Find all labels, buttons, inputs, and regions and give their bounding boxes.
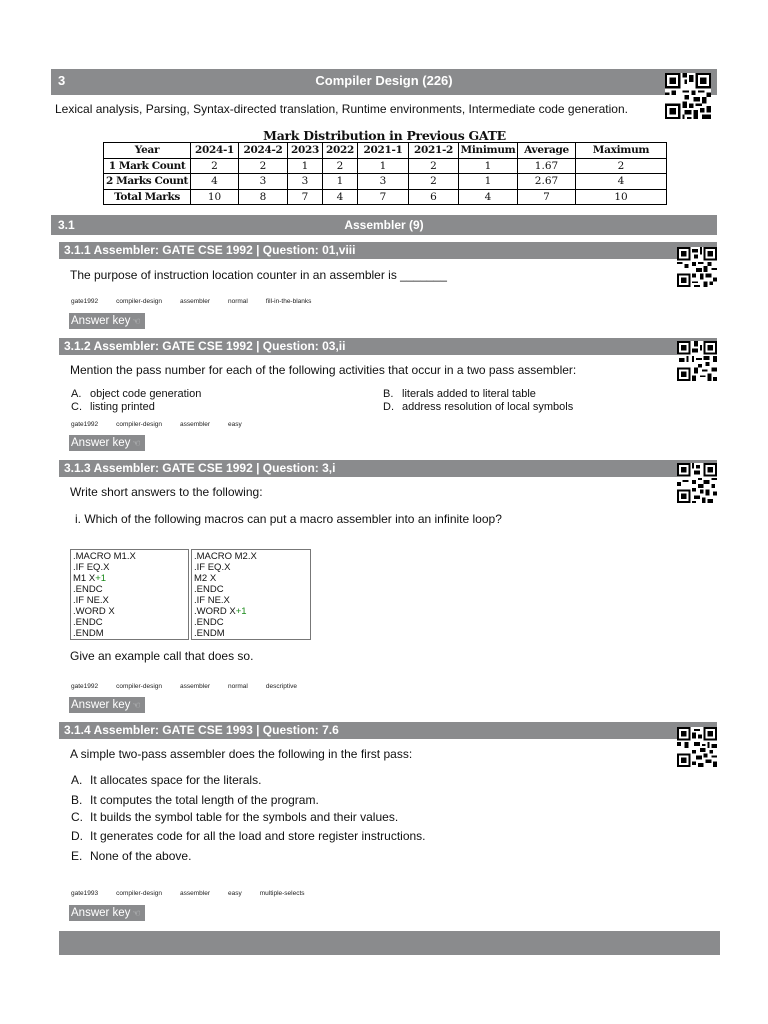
table-cell: Total Marks [104, 189, 191, 205]
code-line: .ENDC [194, 617, 224, 628]
option-item [71, 829, 426, 843]
answer-key-button[interactable] [69, 435, 145, 451]
table-header: 2024-2 [239, 143, 288, 159]
option-text: literals added to literal table [402, 388, 536, 400]
table-cell: 1 [288, 158, 323, 174]
table-cell: 3 [358, 174, 409, 190]
table-cell: 2 [323, 158, 358, 174]
tag[interactable]: normal [228, 298, 248, 305]
code-line: .MACRO M2.X [194, 551, 257, 562]
option-label: C. [71, 810, 83, 824]
option-item [71, 388, 201, 400]
tag[interactable]: gate1992 [71, 683, 99, 690]
option-item [71, 401, 155, 413]
table-cell: 7 [288, 189, 323, 205]
table-cell: 2 [576, 158, 667, 174]
question-header: 3.1.1 Assembler: GATE CSE 1992 | Question: 01,viii [59, 242, 717, 259]
question-header: 3.1.2 Assembler: GATE CSE 1992 | Question: 03,ii [59, 338, 717, 355]
table-cell: 4 [459, 189, 518, 205]
code-line: M2 X [194, 573, 217, 584]
option-text: It generates code for all the load and store register instructions. [90, 829, 426, 843]
option-text: It builds the symbol table for the symbols and their values. [90, 810, 399, 824]
tag[interactable]: assembler [180, 890, 210, 897]
code-line: .ENDM [194, 628, 225, 639]
option-label: A. [71, 388, 82, 400]
table-cell: 1 Mark Count [104, 158, 191, 174]
tag[interactable]: compiler-design [116, 421, 163, 428]
table-header: 2024-1 [191, 143, 239, 159]
code-line: .IF NE.X [194, 595, 230, 606]
qr-code-icon[interactable] [677, 247, 717, 287]
tag[interactable]: gate1992 [71, 421, 99, 428]
tag[interactable]: easy [228, 421, 242, 428]
table-cell: 2 [409, 174, 459, 190]
table-cell: 2.67 [518, 174, 576, 190]
option-item [383, 401, 573, 413]
option-text: It computes the total length of the program. [90, 793, 319, 807]
mark-distribution-table [103, 142, 667, 205]
code-token: +1 [235, 606, 247, 617]
sub-question-text: i. Which of the following macros can put a macro assembler into an infinite loop? [75, 512, 502, 526]
macro-m2-code [191, 549, 311, 640]
table-cell: 1 [459, 174, 518, 190]
table-row [104, 174, 667, 190]
distribution-title: Mark Distribution in Previous GATE [263, 128, 506, 143]
option-label: A. [71, 773, 83, 787]
table-cell: 1.67 [518, 158, 576, 174]
option-item [71, 849, 191, 863]
table-cell: 4 [576, 174, 667, 190]
pointing-hand-icon: ☜ [132, 438, 141, 448]
code-line: .ENDC [73, 584, 103, 595]
table-header: Average [518, 143, 576, 159]
question-text: Give an example call that does so. [70, 649, 254, 663]
question-text: Write short answers to the following: [70, 485, 263, 499]
option-text: It allocates space for the literals. [90, 773, 262, 787]
answer-key-button[interactable] [69, 905, 145, 921]
chapter-topics: Lexical analysis, Parsing, Syntax-directed translation, Runtime environments, Intermediate code generation. [55, 102, 628, 116]
tag-list [71, 421, 260, 428]
macro-m1-code [70, 549, 189, 640]
table-row [104, 189, 667, 205]
question-text: The purpose of instruction location counter in an assembler is _______ [70, 268, 447, 282]
tag[interactable]: descriptive [265, 683, 297, 690]
question-text: Mention the pass number for each of the following activities that occur in a two pass assembler: [70, 363, 577, 377]
table-cell: 8 [239, 189, 288, 205]
option-item [383, 388, 536, 400]
answer-key-label: Answer key [71, 907, 131, 919]
tag[interactable]: compiler-design [116, 890, 163, 897]
answer-key-button[interactable] [69, 313, 145, 329]
tag-list [71, 890, 323, 897]
option-item [71, 793, 319, 807]
table-cell: 3 [239, 174, 288, 190]
table-header: 2022 [323, 143, 358, 159]
table-cell: 6 [409, 189, 459, 205]
answer-key-label: Answer key [71, 699, 131, 711]
answer-key-label: Answer key [71, 315, 131, 327]
pointing-hand-icon: ☜ [132, 316, 141, 326]
table-header: 2021-1 [358, 143, 409, 159]
table-header: Year [104, 143, 191, 159]
tag[interactable]: assembler [180, 298, 210, 305]
table-cell: 1 [459, 158, 518, 174]
table-header-row [104, 143, 667, 159]
section-header [51, 215, 717, 235]
pointing-hand-icon: ☜ [132, 700, 141, 710]
table-cell: 4 [191, 174, 239, 190]
code-line: .MACRO M1.X [73, 551, 136, 562]
table-cell: 2 [409, 158, 459, 174]
answer-key-button[interactable] [69, 697, 145, 713]
tag-list [71, 683, 315, 690]
table-cell: 10 [576, 189, 667, 205]
table-header: 2023 [288, 143, 323, 159]
table-cell: 10 [191, 189, 239, 205]
chapter-title: Compiler Design (226) [315, 73, 453, 88]
option-text: None of the above. [90, 849, 192, 863]
table-cell: 2 [191, 158, 239, 174]
chapter-header [51, 69, 717, 95]
code-token: M1 X [73, 573, 96, 584]
code-line: .WORD X [73, 606, 115, 617]
footer-bar [59, 931, 720, 955]
section-number: 3.1 [58, 218, 75, 232]
tag[interactable]: assembler [180, 421, 210, 428]
question-text: A simple two-pass assembler does the following in the first pass: [70, 747, 413, 761]
tag-list [71, 298, 329, 305]
option-label: B. [71, 793, 83, 807]
tag[interactable]: fill-in-the-blanks [265, 298, 312, 305]
option-item [71, 773, 261, 787]
option-text: object code generation [90, 388, 202, 400]
section-title: Assembler (9) [344, 218, 424, 232]
option-label: B. [383, 388, 394, 400]
option-label: D. [383, 401, 394, 413]
tag[interactable]: assembler [180, 683, 210, 690]
qr-code-icon[interactable] [677, 727, 717, 767]
question-header: 3.1.3 Assembler: GATE CSE 1992 | Question: 3,i [59, 460, 717, 477]
table-cell: 7 [518, 189, 576, 205]
option-label: D. [71, 829, 83, 843]
table-cell: 1 [358, 158, 409, 174]
code-line: .ENDC [73, 617, 103, 628]
tag[interactable]: compiler-design [116, 683, 163, 690]
chapter-number: 3 [58, 73, 66, 88]
qr-code-icon[interactable] [677, 341, 717, 381]
table-cell: 3 [288, 174, 323, 190]
option-label: E. [71, 849, 83, 863]
code-line: .IF EQ.X [73, 562, 110, 573]
tag[interactable]: gate1993 [71, 890, 99, 897]
table-header: Maximum [576, 143, 667, 159]
pointing-hand-icon: ☜ [132, 908, 141, 918]
table-cell: 2 Marks Count [104, 174, 191, 190]
tag[interactable]: compiler-design [116, 298, 163, 305]
code-line [73, 573, 186, 584]
table-row [104, 158, 667, 174]
tag[interactable]: multiple-selects [259, 890, 305, 897]
option-text: listing printed [90, 401, 155, 413]
option-item [71, 810, 398, 824]
table-cell: 2 [239, 158, 288, 174]
table-header: Minimum [460, 144, 516, 157]
answer-key-label: Answer key [71, 437, 131, 449]
qr-code-icon[interactable] [665, 73, 711, 119]
qr-code-icon[interactable] [677, 463, 717, 503]
table-cell: 4 [323, 189, 358, 205]
table-header: 2021-2 [409, 143, 459, 159]
table-cell: 7 [358, 189, 409, 205]
option-text: address resolution of local symbols [402, 401, 574, 413]
code-line: .ENDC [194, 584, 224, 595]
code-token: +1 [95, 573, 107, 584]
code-line: .IF EQ.X [194, 562, 231, 573]
tag[interactable]: normal [228, 683, 248, 690]
code-line [194, 606, 308, 617]
code-line: .IF NE.X [73, 595, 109, 606]
option-label: C. [71, 401, 82, 413]
tag[interactable]: easy [228, 890, 242, 897]
question-header: 3.1.4 Assembler: GATE CSE 1993 | Question: 7.6 [59, 722, 717, 739]
code-line: .ENDM [73, 628, 104, 639]
table-cell: 1 [323, 174, 358, 190]
tag[interactable]: gate1992 [71, 298, 99, 305]
code-token: .WORD X [194, 606, 236, 617]
